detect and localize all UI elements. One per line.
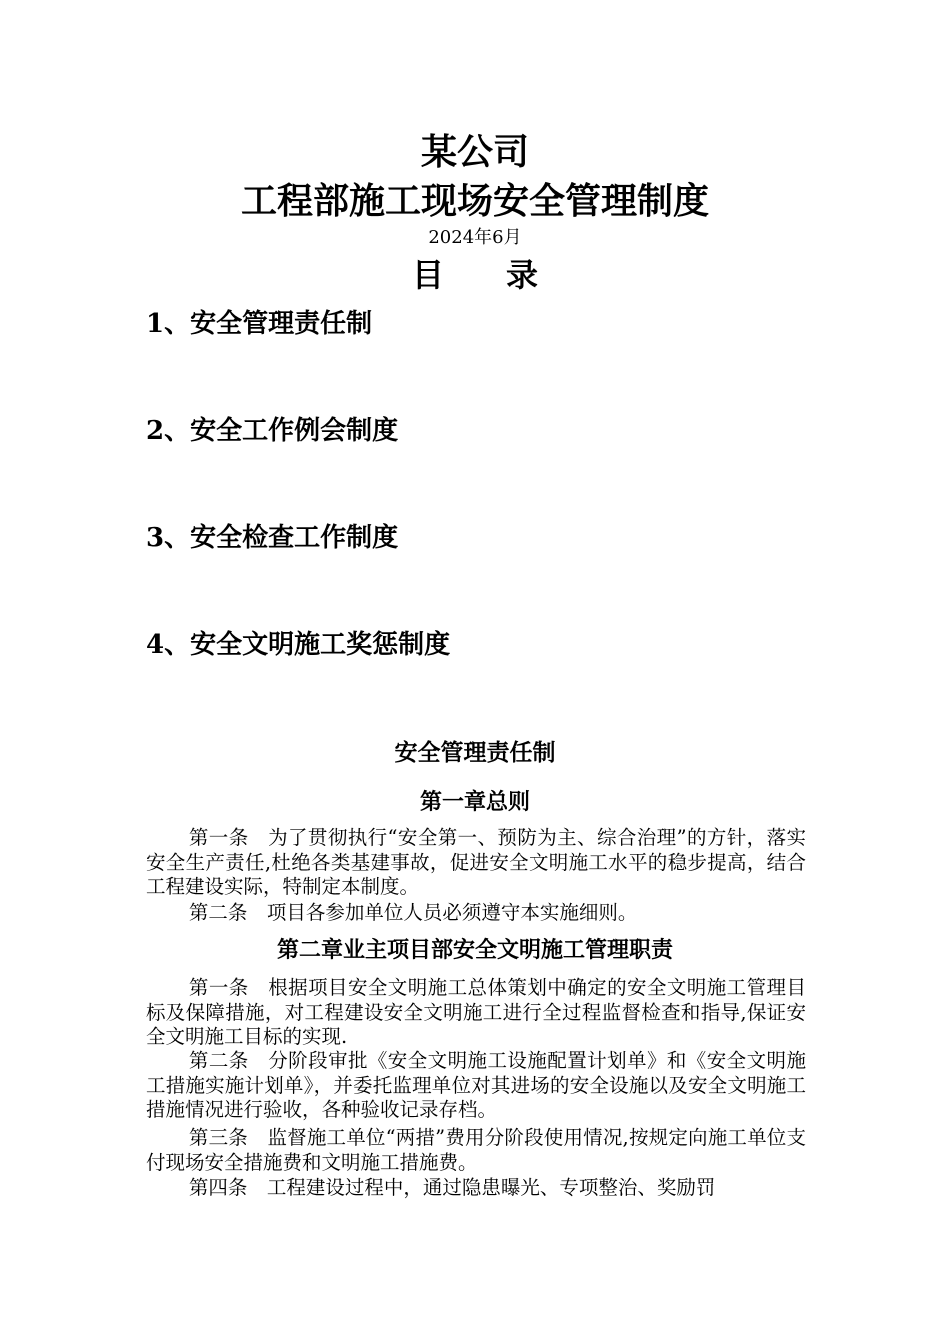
article-text: 监督施工单位“两措”费用分阶段使用情况,按规定向施工单位支付现场安全措施费和文明施工措施费。 (146, 1126, 806, 1174)
toc-item-4: 4、安全文明施工奖惩制度 (146, 630, 451, 660)
chapter-2-title: 第二章业主项目部安全文明施工管理职责 (276, 937, 673, 963)
company-name: 某公司 (420, 131, 529, 173)
toc-heading-left: 目 (411, 256, 444, 294)
chapter-2-article-1 (146, 976, 806, 1050)
article-label: 第一条 (188, 976, 249, 999)
toc-item-2: 2、安全工作例会制度 (146, 416, 399, 446)
document-title: 工程部施工现场安全管理制度 (240, 180, 709, 222)
toc-heading (0, 252, 950, 298)
toc-heading-right: 录 (506, 256, 539, 294)
toc-item-3: 3、安全检查工作制度 (146, 523, 399, 553)
article-text: 项目各参加单位人员必须遵守本实施细则。 (266, 901, 638, 924)
article-text: 根据项目安全文明施工总体策划中确定的安全文明施工管理目标及保障措施，对工程建设安全文明施工进行全过程监督检查和指导,保证安全文明施工目标的实现. (146, 976, 806, 1048)
article-label: 第四条 (188, 1176, 248, 1199)
document-date: 2024年6月 (428, 227, 522, 248)
article-label: 第一条 (188, 826, 249, 849)
chapter-2-article-4 (146, 1176, 806, 1201)
article-text: 分阶段审批《安全文明施工设施配置计划单》和《安全文明施工措施实施计划单》，并委托监理单位对其进场的安全设施以及安全文明施工措施情况进行验收，各种验收记录存档。 (146, 1049, 806, 1121)
article-label: 第三条 (188, 1126, 248, 1149)
toc-item-1: 1、安全管理责任制 (146, 309, 373, 339)
section-title: 安全管理责任制 (394, 739, 556, 766)
chapter-2-article-2 (146, 1049, 806, 1123)
article-label: 第二条 (188, 1049, 249, 1072)
article-text: 工程建设过程中，通过隐患曝光、专项整治、奖励罚 (266, 1176, 716, 1199)
chapter-1-article-2 (146, 901, 806, 926)
chapter-1-title: 第一章总则 (419, 789, 530, 815)
article-text: 为了贯彻执行“安全第一、预防为主、综合治理”的方针，落实安全生产责任,杜绝各类基建事故，促进安全文明施工水平的稳步提高，结合工程建设实际，特制定本制度。 (146, 826, 806, 898)
chapter-1-article-1 (146, 826, 806, 900)
chapter-2-article-3 (146, 1126, 806, 1175)
article-label: 第二条 (188, 901, 248, 924)
